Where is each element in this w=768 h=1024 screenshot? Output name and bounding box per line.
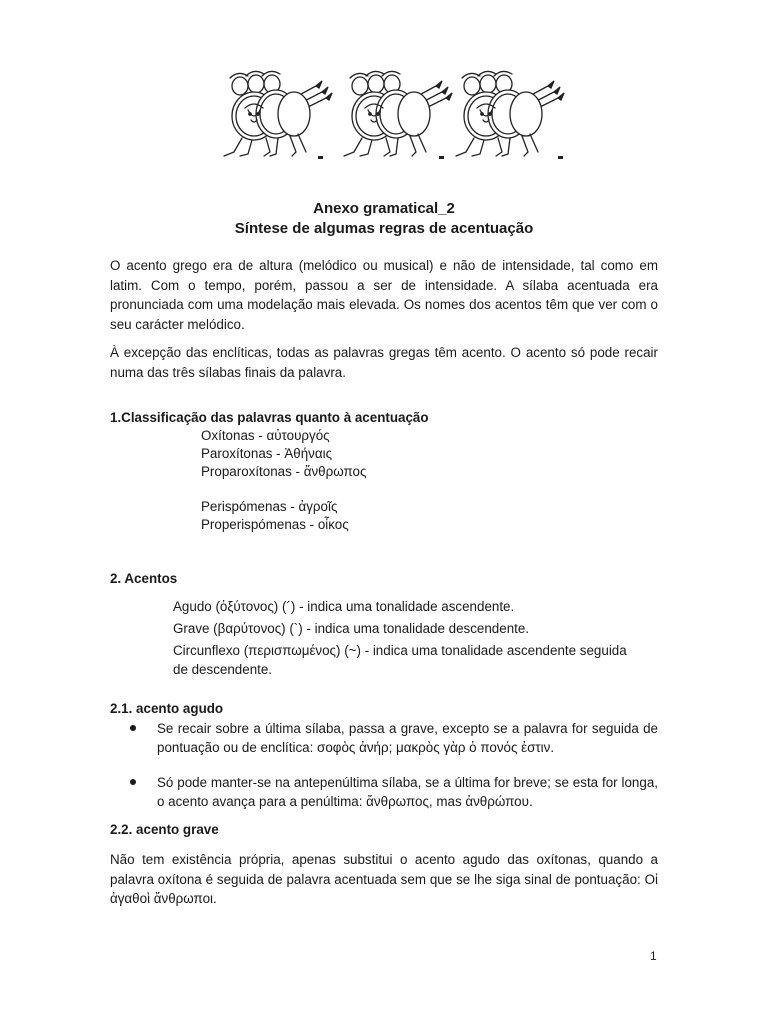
section-2-2-heading: 2.2. acento grave bbox=[110, 822, 219, 837]
classification-item: Paroxítonas - Ἀθήναις bbox=[201, 446, 333, 461]
hoplite-illustration bbox=[218, 66, 568, 164]
document-subtitle: Síntese de algumas regras de acentuação bbox=[234, 220, 534, 237]
page-number: 1 bbox=[650, 949, 657, 963]
bullet-text: Só pode manter-se na antepenúltima sílaba, se a última for breve; se esta for longa, o acento avança para a penúltima: ἄνθρωπος, mas ἀνθρώπου. bbox=[157, 775, 658, 809]
section-2-heading: 2. Acentos bbox=[110, 571, 178, 586]
accent-item: Circunflexo (περισπωμένος) (~) - indica uma tonalidade ascendente seguida bbox=[173, 643, 627, 658]
section-1-heading: 1.Classificação das palavras quanto à acentuação bbox=[110, 410, 429, 425]
classification-item: Properispómenas - οἶκος bbox=[201, 517, 349, 532]
bullet-icon bbox=[130, 725, 136, 731]
classification-item: Proparoxítonas - ἄνθρωπος bbox=[201, 464, 367, 479]
document-title: Anexo gramatical_2 bbox=[313, 200, 455, 217]
accent-item: de descendente. bbox=[173, 662, 273, 677]
list-item bbox=[130, 719, 658, 759]
intro-paragraph-2: À excepção das enclíticas, todas as palavras gregas têm acento. O acento só pode recair numa das três sílabas finais da palavra. bbox=[110, 345, 658, 380]
section-2-1-heading: 2.1. acento agudo bbox=[110, 701, 224, 716]
intro-paragraph-1: O acento grego era de altura (melódico ou musical) e não de intensidade, tal como em latim. Com o tempo, porém, passou a ser de intensidade. A sílaba acentuada era pronunciada com uma modelação mais elevada. Os nomes dos acentos têm que ver com o seu carácter melódico. bbox=[110, 258, 658, 332]
grave-accent-paragraph: Não tem existência própria, apenas substitui o acento agudo das oxítonas, quando a palavra oxítona é seguida de palavra acentuada sem que se lhe siga sinal de pontuação: Οἱ ἀγαθοὶ ἄνθρωποι. bbox=[110, 852, 658, 906]
bullet-icon bbox=[130, 779, 136, 785]
accent-item: Grave (βαρύτονος) (`) - indica uma tonalidade descendente. bbox=[173, 621, 530, 636]
classification-item: Perispómenas - ἀγροῖς bbox=[201, 499, 338, 514]
classification-item: Oxítonas - αὐτουργός bbox=[201, 428, 330, 443]
accent-item: Agudo (ὀξύτονος) (´) - indica uma tonalidade ascendente. bbox=[173, 599, 515, 614]
list-item bbox=[130, 773, 658, 813]
bullet-text: Se recair sobre a última sílaba, passa a grave, excepto se a palavra for seguida de pontuação ou de enclítica: σοφὸς ἀνήρ; μακρὸς γὰρ ὁ πονός ἐστιν. bbox=[157, 721, 658, 755]
